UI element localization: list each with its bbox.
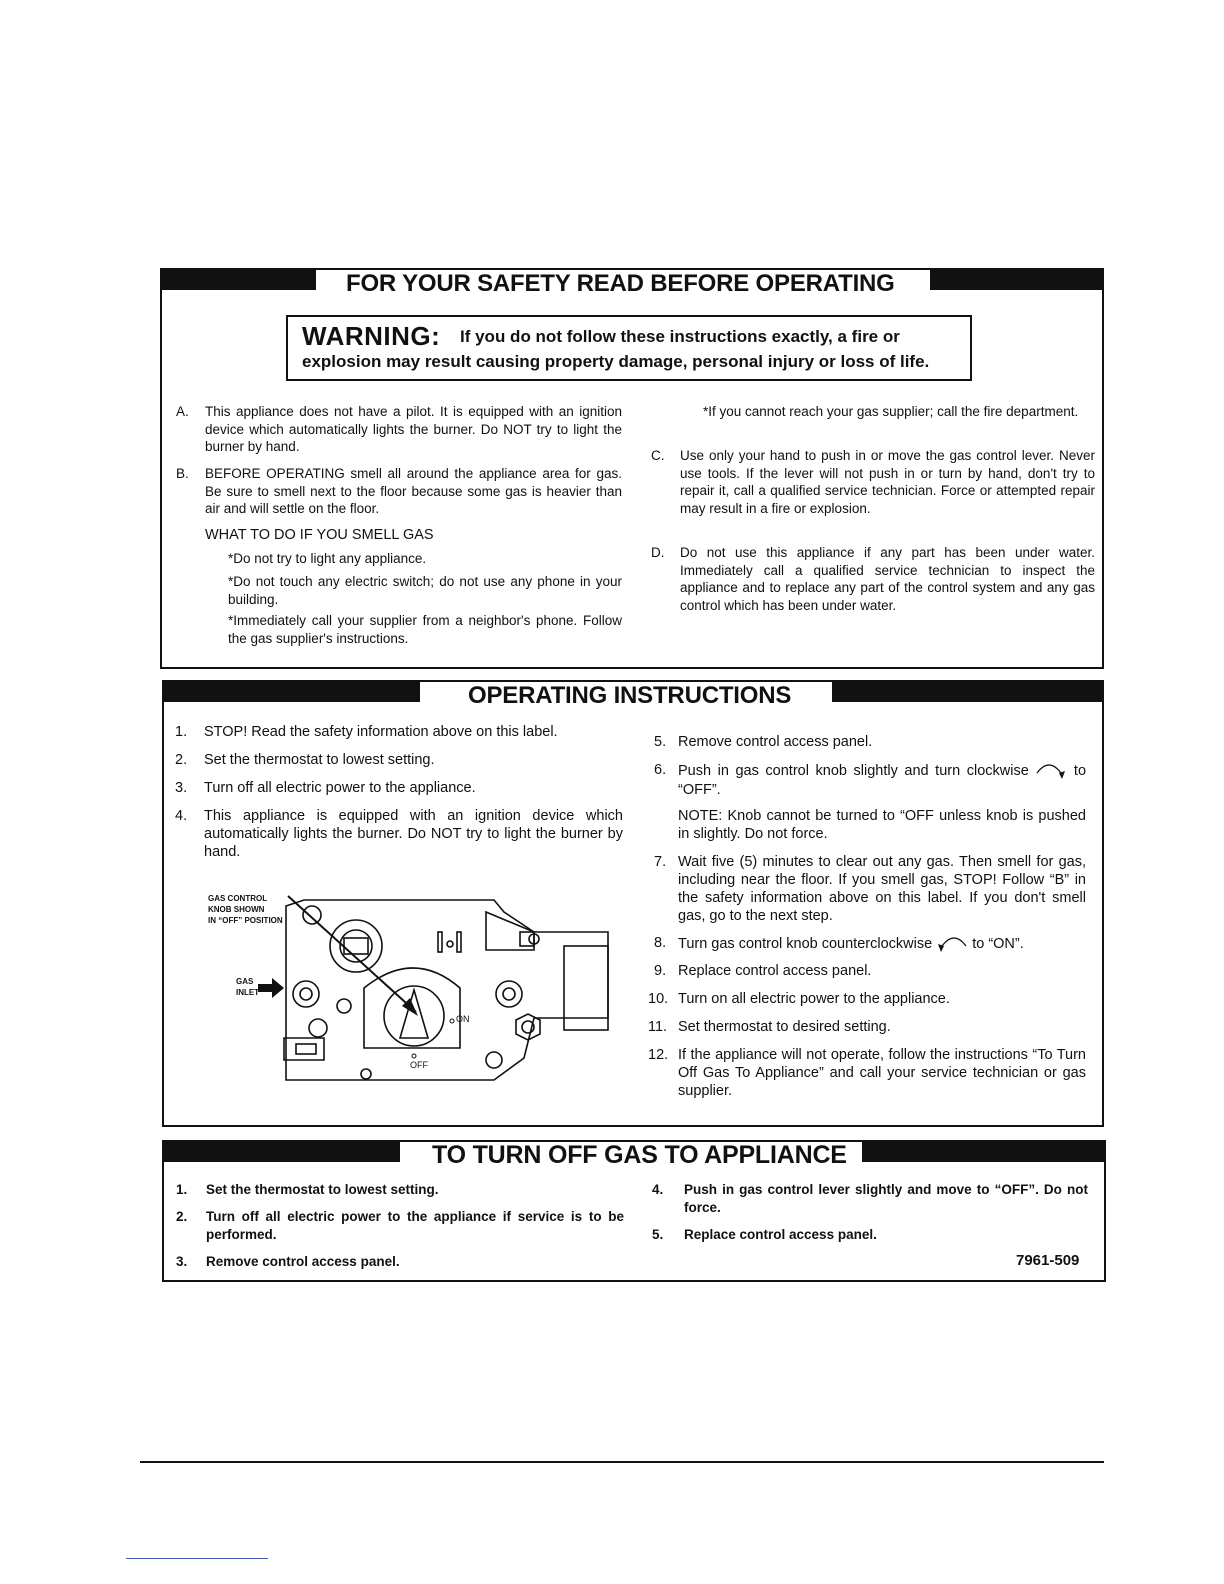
- header-bar-right: [862, 1142, 1104, 1162]
- diagram-knob-label-2: KNOB SHOWN: [208, 905, 265, 914]
- warning-word: WARNING:: [302, 321, 441, 351]
- item-label: D.: [651, 545, 665, 560]
- step-number: 5.: [652, 1227, 664, 1242]
- safety-title: FOR YOUR SAFETY READ BEFORE OPERATING: [346, 270, 895, 297]
- step-number: 3.: [175, 780, 188, 796]
- step-text: Push in gas control lever slightly and move to “OFF”. Do not force.: [684, 1182, 1088, 1215]
- warning-box: [286, 315, 972, 381]
- item-text: BEFORE OPERATING smell all around the appliance area for gas. Be sure to smell next to the floor because some gas is heavier than air and will settle on the floor.: [205, 466, 622, 516]
- item-label: A.: [176, 404, 189, 419]
- step-text-main: Push in gas control knob slightly and turn clockwise: [678, 763, 1029, 779]
- clockwise-arrow-icon: [1035, 761, 1067, 781]
- diagram-off-label: OFF: [410, 1060, 428, 1070]
- warning-line-2: explosion may result causing property damage, personal injury or loss of life.: [302, 352, 930, 371]
- step-number: 2.: [175, 752, 188, 768]
- step-number: 8.: [654, 935, 667, 951]
- diagram-knob-label-1: GAS CONTROL: [208, 894, 268, 903]
- item-text: Use only your hand to push in or move the gas control lever. Never use tools. If the lever will not push in or turn by hand, don't try to repair it, call a qualified service technician. Force or attempted repair may result in a fire or explosion.: [680, 448, 1095, 516]
- step-number: 12.: [648, 1047, 669, 1063]
- step-text: NOTE: Knob cannot be turned to “OFF unless knob is pushed in slightly. Do not force.: [678, 808, 1086, 842]
- diagram-inlet-label-2: INLET: [236, 988, 260, 997]
- counterclockwise-arrow-icon: [936, 934, 968, 954]
- diagram-on-label: ON: [456, 1014, 470, 1024]
- warning-line-1: If you do not follow these instructions exactly, a fire or: [460, 327, 900, 346]
- step-text-after: to “OFF”.: [678, 763, 1087, 798]
- operating-title: OPERATING INSTRUCTIONS: [468, 682, 792, 709]
- step-text-main: Turn gas control knob counterclockwise: [678, 936, 933, 952]
- diagram-inlet-label-1: GAS: [236, 977, 254, 986]
- header-bar-left: [162, 270, 316, 290]
- step-number: 1.: [175, 724, 188, 740]
- step-text-after: to “ON”.: [972, 936, 1024, 952]
- step-text: Replace control access panel.: [678, 963, 872, 979]
- step-number: 3.: [176, 1254, 188, 1269]
- step-text: Turn off all electric power to the appliance.: [204, 780, 476, 796]
- step-text: Set thermostat to desired setting.: [678, 1019, 891, 1035]
- diagram-knob-label-3: IN “OFF” POSITION: [208, 916, 283, 925]
- step-text: If the appliance will not operate, follow the instructions “To Turn Off Gas To Appliance” and call your service technician or gas supplier.: [678, 1047, 1086, 1099]
- turnoff-title: TO TURN OFF GAS TO APPLIANCE: [432, 1141, 847, 1169]
- smell-step-3: *Immediately call your supplier from a neighbor's phone. Follow the gas supplier's instructions.: [228, 613, 622, 646]
- step-text: Replace control access panel.: [684, 1227, 877, 1242]
- step-number: 9.: [654, 963, 667, 979]
- step-number: 7.: [654, 854, 667, 870]
- smell-step-1: *Do not try to light any appliance.: [228, 551, 427, 566]
- step-number: 4.: [175, 808, 188, 824]
- item-text: This appliance does not have a pilot. It is equipped with an ignition device which automatically lights the burner. Do NOT try to light the burner by hand.: [205, 404, 622, 454]
- step-number: 11.: [648, 1019, 668, 1035]
- document-number: 7961-509: [1016, 1252, 1080, 1269]
- item-label: C.: [651, 448, 665, 463]
- item-label: B.: [176, 466, 189, 481]
- step-text: Set the thermostat to lowest setting.: [206, 1182, 439, 1197]
- step-number: 6.: [654, 762, 667, 778]
- item-text: Do not use this appliance if any part has been under water. Immediately call a qualified service technician to inspect the appliance and to replace any part of the control system and any gas control which has been under water.: [680, 545, 1095, 613]
- step-number: 1.: [176, 1182, 188, 1197]
- step-text: [678, 934, 1086, 954]
- header-bar-left: [164, 1142, 400, 1162]
- step-text: [678, 761, 1086, 799]
- step-text: Remove control access panel.: [206, 1254, 400, 1269]
- header-bar-right: [832, 682, 1102, 702]
- smell-step-2: *Do not touch any electric switch; do not use any phone in your building.: [228, 574, 622, 607]
- step-number: 5.: [654, 734, 667, 750]
- step-text: This appliance is equipped with an ignition device which automatically lights the burner. Do NOT try to light the burner by hand.: [204, 808, 623, 860]
- footnote-rule: [126, 1558, 268, 1559]
- step-text: Turn on all electric power to the appliance.: [678, 991, 950, 1007]
- step-number: 10.: [648, 991, 669, 1007]
- step-number: 2.: [176, 1209, 188, 1224]
- step-text: Set the thermostat to lowest setting.: [204, 752, 435, 768]
- step-text: Remove control access panel.: [678, 734, 873, 750]
- step-text: Wait five (5) minutes to clear out any gas. Then smell for gas, including near the floor. If you smell gas, STOP! Follow “B” in the safety information above on this label. If you don't smell gas, go to the next step.: [678, 854, 1086, 924]
- smell-step-4: *If you cannot reach your gas supplier; call the fire department.: [703, 404, 1079, 419]
- step-text: STOP! Read the safety information above on this label.: [204, 724, 558, 740]
- step-number: 4.: [652, 1182, 664, 1197]
- footer-rule: [140, 1461, 1104, 1463]
- header-bar-left: [164, 682, 420, 702]
- smell-heading: WHAT TO DO IF YOU SMELL GAS: [205, 527, 434, 543]
- step-text: Turn off all electric power to the appliance if service is to be performed.: [206, 1209, 624, 1242]
- header-bar-right: [930, 270, 1102, 290]
